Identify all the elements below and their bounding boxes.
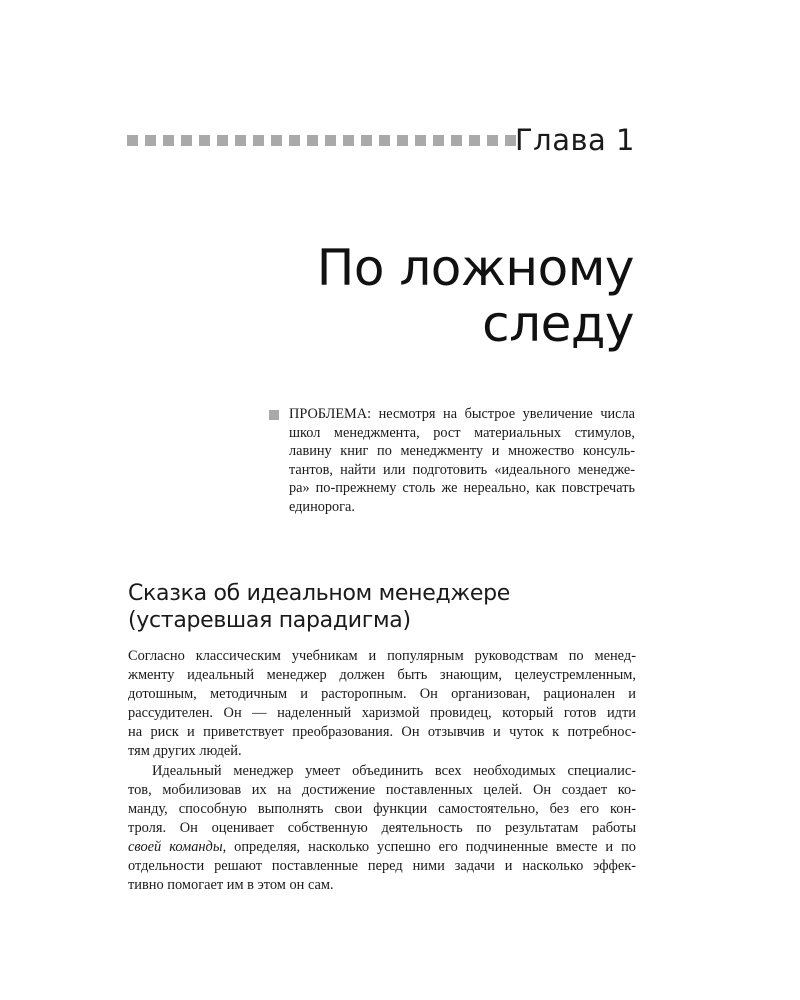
marker-square <box>145 135 156 146</box>
marker-square <box>379 135 390 146</box>
italic-phrase: своей команды <box>128 838 223 855</box>
section-heading-line-1: Сказка об идеальном менеджере <box>128 581 511 606</box>
paragraph-1 <box>128 647 636 762</box>
paragraph-line: троля. Он оценивает собственную деятельность по результатам работы <box>128 819 636 836</box>
problem-line: тантов, найти или подготовить «идеального менедже- <box>289 461 635 478</box>
square-bullet-icon <box>269 410 279 420</box>
paragraph-line: рассудителен. Он — наделенный харизмой провидец, который готов идти <box>128 705 636 722</box>
problem-line: ПРОБЛЕМА: несмотря на быстрое увеличение числа <box>289 406 635 422</box>
marker-square <box>199 135 210 146</box>
marker-square <box>253 135 264 146</box>
marker-square <box>343 135 354 146</box>
marker-square <box>127 135 138 146</box>
paragraph-line: Согласно классическим учебникам и популярным руководствам по менед- <box>128 648 636 664</box>
paragraph-line: на риск и приветствует преобразования. Он отзывчив и чуток к потребнос- <box>128 724 636 741</box>
problem-line: ра» по-прежнему столь же нереально, как повстречать <box>289 480 635 496</box>
marker-square <box>487 135 498 146</box>
section-heading <box>128 580 648 634</box>
paragraph-line: дотошным, методичным и расторопным. Он организован, рационален и <box>128 686 636 703</box>
marker-square <box>325 135 336 146</box>
paragraph-line: отдельности решают поставленные перед ними задачи и насколько эффек- <box>128 858 636 875</box>
marker-square <box>217 135 228 146</box>
chapter-label: Глава 1 <box>514 123 635 157</box>
marker-square <box>415 135 426 146</box>
marker-square <box>271 135 282 146</box>
problem-line: единорога. <box>289 498 355 515</box>
paragraph-line: тивно помогает им в этом он сам. <box>128 877 334 894</box>
chapter-header <box>127 122 635 162</box>
body-text <box>128 647 636 895</box>
chapter-title-line-2: следу <box>482 295 634 353</box>
marker-square <box>361 135 372 146</box>
section-heading-line-2: (устаревшая парадигма) <box>128 608 411 633</box>
chapter-title <box>317 240 634 352</box>
marker-square <box>181 135 192 146</box>
paragraph-line: тям других людей. <box>128 743 242 760</box>
paragraph-line: жменту идеальный менеджер должен быть знающим, целеустремленным, <box>128 667 636 684</box>
marker-square <box>163 135 174 146</box>
paragraph-line: тов, мобилизовав их на достижение поставленных целей. Он создает ко- <box>128 781 636 798</box>
problem-text <box>289 405 635 516</box>
chapter-title-line-1: По ложному <box>316 239 634 297</box>
paragraph-line-rest: , определяя, насколько успешно его подчиненные вместе и по <box>222 838 636 855</box>
marker-square <box>451 135 462 146</box>
marker-square <box>235 135 246 146</box>
problem-line: школ менеджмента, рост материальных стимулов, <box>289 424 635 441</box>
problem-line: лавину книг по менеджменту и множество консуль- <box>289 443 635 459</box>
marker-square <box>469 135 480 146</box>
marker-square <box>289 135 300 146</box>
paragraph-line <box>128 838 636 857</box>
marker-square <box>307 135 318 146</box>
marker-square <box>433 135 444 146</box>
problem-callout <box>269 405 635 516</box>
paragraph-2 <box>128 762 636 896</box>
marker-square <box>397 135 408 146</box>
paragraph-line: Идеальный менеджер умеет объединить всех необходимых специалис- <box>152 762 636 779</box>
paragraph-line: манду, способную выполнять свои функции самостоятельно, без его кон- <box>128 800 636 817</box>
